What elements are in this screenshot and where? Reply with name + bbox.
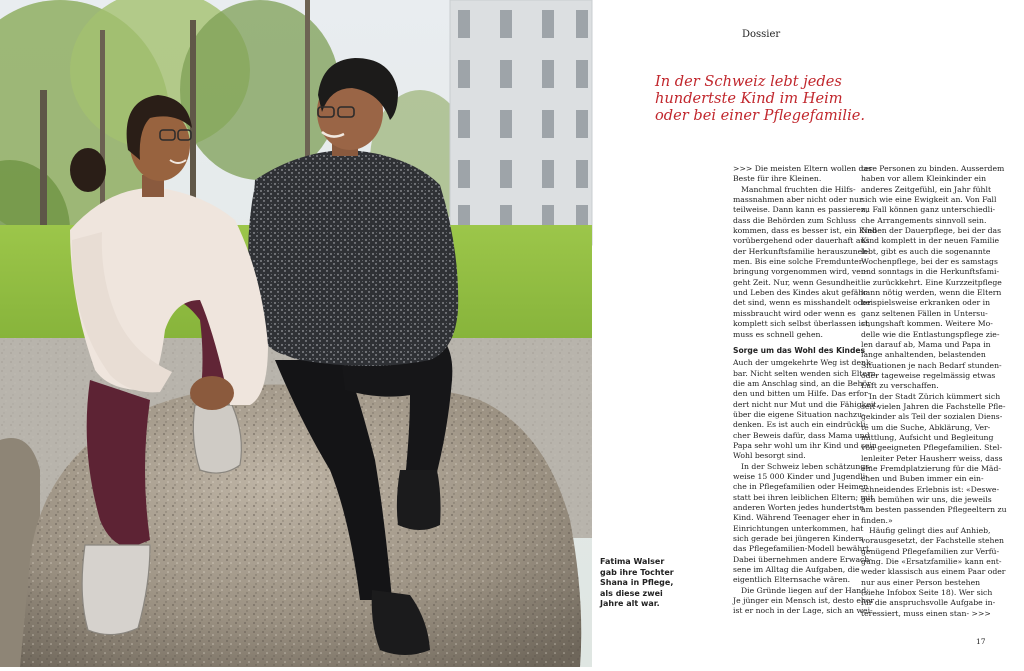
text-line: det sind, wenn es misshandelt oder bbox=[733, 298, 871, 308]
text-line: In der Schweiz leben schätzungs- bbox=[741, 461, 872, 471]
text-line: Neben der Dauerpflege, bei der das bbox=[861, 226, 1002, 236]
pull-quote bbox=[655, 74, 895, 124]
text-line: dert nicht nur Mut und die Fähigkeit, bbox=[733, 399, 879, 409]
text-line: lenleiter Peter Hausherr weiss, dass bbox=[861, 453, 1003, 463]
text-line: Häufig gelingt dies auf Anhieb, bbox=[869, 526, 991, 536]
text-line: haben vor allem Kleinkinder ein bbox=[861, 174, 987, 184]
text-line: finden.» bbox=[861, 515, 893, 525]
text-line: Dabei übernehmen andere Erwach- bbox=[733, 554, 872, 564]
article-column-2 bbox=[861, 164, 1007, 619]
text-line: len darauf ab, Mama und Papa in bbox=[861, 339, 991, 349]
text-line: anderes Zeitgefühl, ein Jahr fühlt bbox=[861, 184, 992, 194]
text-line: der Herkunftsfamilie herauszuneh- bbox=[733, 246, 870, 256]
text-line: Papa sehr wohl um ihr Kind und sein bbox=[733, 440, 877, 450]
paragraph-intro bbox=[733, 164, 872, 185]
text-line: vorausgesetzt, der Fachstelle stehen bbox=[861, 536, 1004, 546]
text-line: Luft zu verschaffen. bbox=[861, 381, 939, 391]
caption-line: Shana in Pflege, bbox=[600, 578, 674, 588]
section-label: Dossier bbox=[742, 29, 781, 40]
text-line: >>> Die meisten Eltern wollen das bbox=[733, 164, 872, 173]
text-line: muss es schnell gehen. bbox=[733, 329, 823, 339]
paragraph bbox=[733, 461, 874, 586]
text-line: eine Fremdplatzierung für die Mäd- bbox=[861, 463, 1002, 473]
text-line: komplett sich selbst überlassen ist, bbox=[733, 319, 871, 329]
pull-quote-line: oder bei einer Pflegefamilie. bbox=[655, 106, 866, 124]
text-line: denken. Es ist auch ein eindrückli- bbox=[733, 420, 869, 430]
text-line: lebt, gibt es auch die sogenannte bbox=[861, 246, 991, 256]
text-line: gen bemühen wir uns, die jeweils bbox=[861, 495, 992, 504]
text-line: anderen Worten jedes hundertste bbox=[733, 503, 864, 512]
paragraph bbox=[733, 585, 875, 617]
text-line: seit vielen Jahren die Fachstelle Pfle- bbox=[861, 401, 1006, 411]
text-line: lange anhaltenden, belastenden bbox=[861, 350, 986, 360]
pull-quote-line: hundertste Kind im Heim bbox=[655, 89, 843, 107]
text-line: In der Stadt Zürich kümmert sich bbox=[869, 391, 1001, 401]
text-line: weise 15 000 Kinder und Jugendli- bbox=[733, 471, 868, 481]
text-line: Kind. Während Teenager eher in bbox=[733, 513, 860, 523]
photo-caption bbox=[600, 557, 674, 610]
text-line: Manchmal fruchten die Hilfs- bbox=[741, 184, 856, 194]
text-line: Beste für ihre Kleinen. bbox=[733, 174, 822, 184]
pull-quote-line: In der Schweiz lebt jedes bbox=[655, 73, 842, 90]
text-line: cher Beweis dafür, dass Mama und bbox=[733, 430, 870, 440]
text-line: kann nötig werden, wenn die Eltern bbox=[861, 288, 1002, 298]
text-line: teressiert, muss einen stan- >>> bbox=[861, 608, 991, 618]
text-line: statt bei ihren leiblichen Eltern; mit bbox=[733, 492, 874, 502]
text-line: lie zurückkehrt. Eine Kurzzeitpflege bbox=[861, 277, 1002, 287]
caption-line: gab ihre Tochter bbox=[600, 567, 674, 577]
text-line: Kind komplett in der neuen Familie bbox=[861, 236, 1000, 246]
page-number: 17 bbox=[976, 637, 986, 646]
paragraph bbox=[861, 164, 1005, 392]
text-line: missbraucht wird oder wenn es bbox=[733, 308, 856, 318]
text-line: Die Gründe liegen auf der Hand: bbox=[741, 585, 869, 595]
text-line: oder tageweise regelmässig etwas bbox=[861, 370, 996, 380]
text-line: gung. Die «Ersatzfamilie» kann ent- bbox=[861, 557, 1002, 567]
text-line: schneidendes Erlebnis ist: «Deswe- bbox=[861, 484, 1000, 494]
text-line: ist er noch in der Lage, sich an wei- bbox=[733, 606, 873, 616]
text-line: te um die Suche, Abklärung, Ver- bbox=[861, 422, 991, 432]
text-line: massnahmen aber nicht oder nur bbox=[733, 195, 863, 205]
text-line: genügend Pflegefamilien zur Verfü- bbox=[861, 546, 1000, 556]
text-line: gekinder als Teil der sozialen Diens- bbox=[861, 412, 1003, 422]
text-line: bar. Nicht selten wenden sich Eltern, bbox=[733, 368, 879, 378]
text-line: den und bitten um Hilfe. Das erfor- bbox=[733, 389, 871, 399]
text-line: che Arrangements sinnvoll sein. bbox=[861, 215, 987, 225]
text-line: Wochenpflege, bei der es samstags bbox=[861, 257, 998, 267]
caption-line: Fatima Walser bbox=[600, 557, 665, 566]
text-line: Wohl besorgt sind. bbox=[733, 451, 806, 461]
text-line: über die eigene Situation nachzu- bbox=[733, 409, 865, 419]
text-line: men. Bis eine solche Fremdunter- bbox=[733, 257, 865, 267]
text-line: weder klassisch aus einem Paar oder bbox=[861, 567, 1006, 577]
subheading: Sorge um das Wohl des Kindes bbox=[733, 345, 866, 355]
paragraph bbox=[861, 526, 1006, 619]
text-line: das Pflegefamilien-Modell bewährt. bbox=[733, 544, 872, 554]
text-line: ganz seltenen Fällen in Untersu- bbox=[861, 308, 988, 318]
text-line: (siehe Infobox Seite 18). Wer sich bbox=[861, 588, 993, 598]
text-line: bringung vorgenommen wird, ver- bbox=[733, 267, 868, 277]
text-line: sene im Alltag die Aufgaben, die bbox=[733, 565, 860, 575]
text-line: sich gerade bei jüngeren Kindern bbox=[733, 534, 864, 544]
text-line: zu Fall können ganz unterschiedli- bbox=[861, 205, 996, 215]
text-line: von geeigneten Pflegefamilien. Stel- bbox=[861, 443, 1003, 453]
text-line: eigentlich Elternsache wären. bbox=[733, 575, 851, 585]
text-line: und Leben des Kindes akut gefähr- bbox=[733, 288, 870, 298]
text-line: geht Zeit. Nur, wenn Gesundheit bbox=[733, 277, 861, 287]
text-line: Auch der umgekehrte Weg ist denk- bbox=[733, 358, 874, 368]
paragraph bbox=[733, 358, 879, 461]
text-line: Situationen je nach Bedarf stunden- bbox=[861, 360, 1002, 370]
text-line: sich wie eine Ewigkeit an. Von Fall bbox=[861, 195, 997, 205]
text-line: die am Anschlag sind, an die Behör- bbox=[733, 378, 874, 388]
text-line: Einrichtungen unterkommen, hat bbox=[733, 523, 864, 533]
text-line: dass die Behörden zum Schluss bbox=[733, 215, 857, 225]
text-line: vorübergehend oder dauerhaft aus bbox=[733, 236, 870, 246]
text-line: und sonntags in die Herkunftsfami- bbox=[861, 267, 1000, 277]
text-line: teilweise. Dann kann es passieren, bbox=[733, 205, 869, 215]
text-line: che in Pflegefamilien oder Heimen bbox=[733, 482, 869, 492]
text-line: Je jünger ein Mensch ist, desto eher bbox=[733, 596, 875, 606]
text-line: am besten passenden Pflegeeltern zu bbox=[861, 505, 1007, 515]
caption-line: Jahre alt war. bbox=[600, 599, 660, 609]
text-line: mittlung, Aufsicht und Begleitung bbox=[861, 432, 994, 442]
text-line: tere Personen zu binden. Ausserdem bbox=[861, 164, 1005, 173]
paragraph bbox=[861, 391, 1007, 526]
text-line: kommen, dass es besser ist, ein Kind bbox=[733, 226, 877, 236]
text-line: für die anspruchsvolle Aufgabe in- bbox=[861, 598, 996, 608]
text-line: nur aus einer Person bestehen bbox=[861, 577, 981, 587]
text-line: chungshaft kommen. Weitere Mo- bbox=[861, 319, 993, 329]
text-line: beispielsweise erkranken oder in bbox=[861, 298, 991, 308]
text-line: delle wie die Entlastungspflege zie- bbox=[861, 329, 1000, 339]
caption-line: als diese zwei bbox=[600, 588, 663, 598]
paragraph bbox=[733, 184, 877, 340]
text-line: chen und Buben immer ein ein- bbox=[861, 474, 984, 484]
